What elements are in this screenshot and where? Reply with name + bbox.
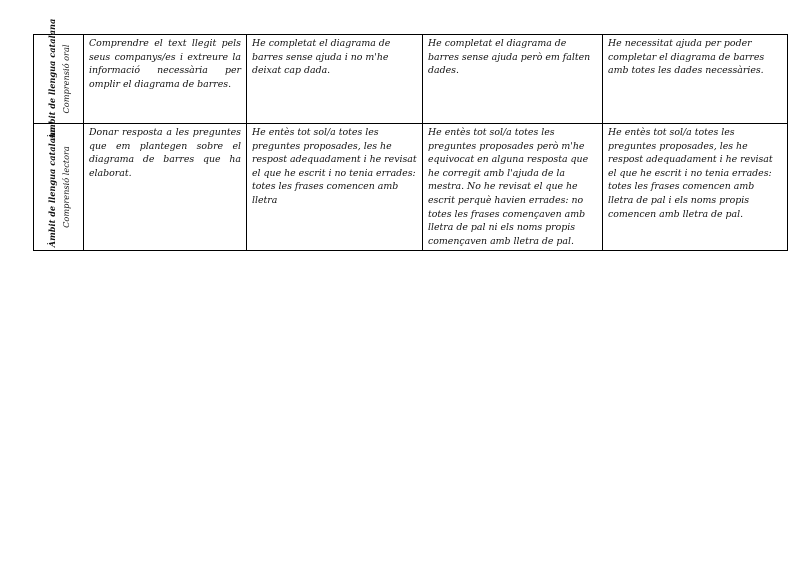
level-cell: He entès tot sol/a totes les preguntes proposades però m'he equivocat en alguna resposta que he corregit amb l'ajuda de la mestra. No he revisat el que he escrit perquè havien errades: no totes les frases començaven amb lletra de pal ni els noms propis començaven amb lletra de pal. [423,124,603,251]
row-header [34,124,84,251]
area-label: Àmbit de llengua catalana [46,18,57,140]
table-row [34,35,788,124]
level-cell: He entès tot sol/a totes les preguntes proposades, les he respost adequadament i he revisat el que he escrit i no tenia errades: totes les frases comencen amb lletra de pal i els noms propis comencen amb lletra de pal. [603,124,788,251]
rubric-table [33,18,788,251]
table-row [34,124,788,251]
level-cell: He necessitat ajuda per poder completar el diagrama de barres amb totes les dades necessàries. [603,35,788,124]
level-cell: He entès tot sol/a totes les preguntes proposades, les he respost adequadament i he revisat el que he escrit i no tenia errades: totes les frases comencen amb lletra [247,124,423,251]
level-cell: He completat el diagrama de barres sense ajuda i no m'he deixat cap dada. [247,35,423,124]
indicator-cell: Comprendre el text llegit pels seus companys/es i extreure la informació necessària per omplir el diagrama de barres. [84,35,247,124]
row-header [34,18,84,140]
indicator-cell: Donar resposta a les preguntes que em plantegen sobre el diagrama de barres que ha elaborat. [84,124,247,251]
area-label: Àmbit de llengua catalana [46,126,57,248]
level-cell: He completat el diagrama de barres sense ajuda però em falten dades. [423,35,603,124]
competence-label: Comprensió oral [60,44,71,114]
competence-label: Comprensió lectora [60,146,71,229]
